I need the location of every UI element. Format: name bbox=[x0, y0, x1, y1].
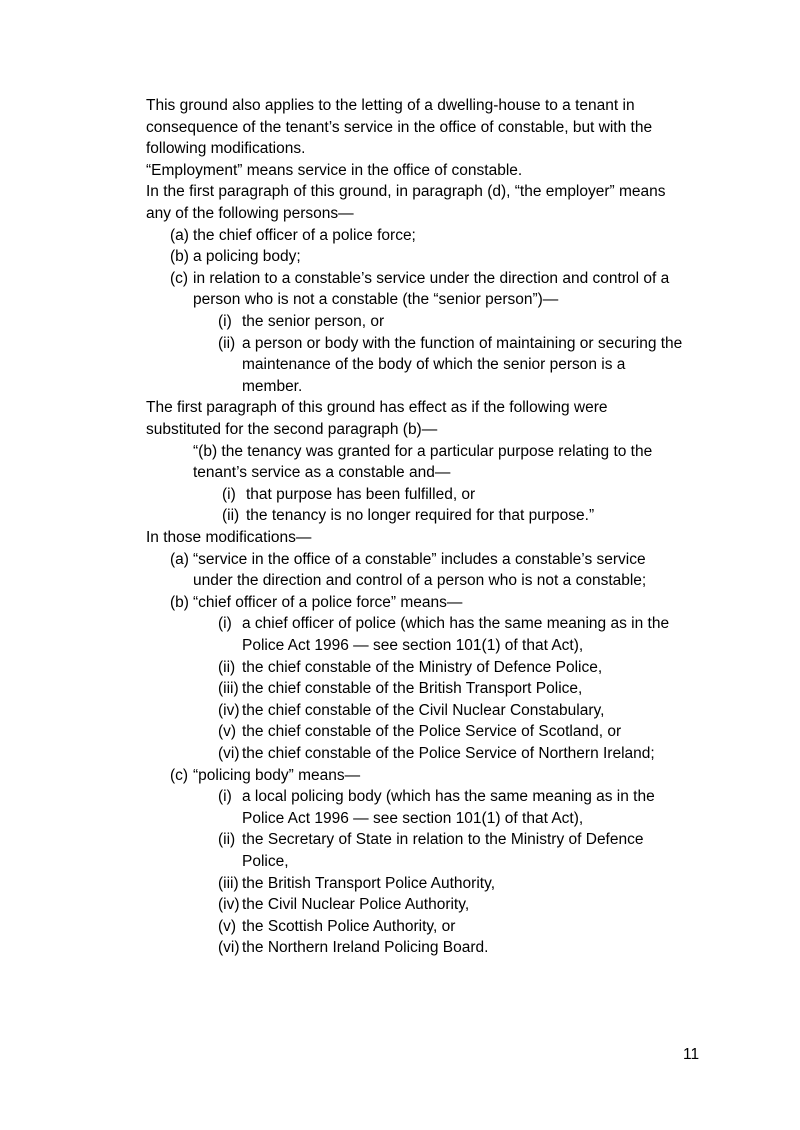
intro-line: This ground also applies to the letting of a dwelling-house to a tenant in bbox=[146, 97, 635, 114]
list-label: (iii) bbox=[218, 875, 239, 892]
intro-line: following modifications. bbox=[146, 140, 306, 157]
list-item-text: a local policing body (which has the same meaning as in the bbox=[242, 788, 655, 805]
list-item-text: the chief constable of the Police Service of Scotland, or bbox=[242, 723, 622, 740]
list-item-text: maintenance of the body of which the senior person is a bbox=[242, 356, 626, 373]
substituted-line: substituted for the second paragraph (b)— bbox=[146, 421, 438, 438]
list-label: (v) bbox=[218, 918, 237, 935]
list-item-text: Police Act 1996 — see section 101(1) of that Act), bbox=[242, 637, 584, 654]
first-paragraph-line: In the first paragraph of this ground, in paragraph (d), “the employer” means bbox=[146, 183, 666, 200]
list-label: (v) bbox=[218, 723, 237, 740]
list-item-text: “policing body” means— bbox=[193, 767, 361, 784]
list-label: (iv) bbox=[218, 702, 240, 719]
substituted-line: The first paragraph of this ground has effect as if the following were bbox=[146, 399, 608, 416]
list-item-text: the senior person, or bbox=[242, 313, 385, 330]
list-label: (c) bbox=[170, 270, 189, 287]
list-label: (a) bbox=[170, 227, 189, 244]
list-label: (i) bbox=[218, 313, 232, 330]
list-label: (vi) bbox=[218, 939, 240, 956]
intro-line: consequence of the tenant’s service in the office of constable, but with the bbox=[146, 119, 653, 136]
first-paragraph-line: any of the following persons— bbox=[146, 205, 354, 222]
list-item-text: “chief officer of a police force” means— bbox=[193, 594, 463, 611]
list-label: (a) bbox=[170, 551, 189, 568]
list-item-text: a person or body with the function of maintaining or securing the bbox=[242, 335, 683, 352]
list-label: (i) bbox=[222, 486, 236, 503]
list-item-text: the chief officer of a police force; bbox=[193, 227, 416, 244]
list-item-text: the chief constable of the British Transport Police, bbox=[242, 680, 583, 697]
list-item-text: Police, bbox=[242, 853, 289, 870]
list-item-text: the Secretary of State in relation to the Ministry of Defence bbox=[242, 831, 644, 848]
list-item-text: the chief constable of the Police Service of Northern Ireland; bbox=[242, 745, 655, 762]
quoted-text: “(b) the tenancy was granted for a particular purpose relating to the bbox=[193, 443, 653, 460]
list-item-text: the Northern Ireland Policing Board. bbox=[242, 939, 489, 956]
list-label: (ii) bbox=[218, 831, 236, 848]
list-item-text: the tenancy is no longer required for that purpose.” bbox=[246, 507, 595, 524]
list-label: (iv) bbox=[218, 896, 240, 913]
list-item-text: the British Transport Police Authority, bbox=[242, 875, 495, 892]
modifications-heading: In those modifications— bbox=[146, 529, 312, 546]
list-label: (ii) bbox=[218, 659, 236, 676]
list-item-text: a chief officer of police (which has the same meaning as in the bbox=[242, 615, 670, 632]
list-item-text: the chief constable of the Ministry of Defence Police, bbox=[242, 659, 603, 676]
list-item-text: that purpose has been fulfilled, or bbox=[246, 486, 476, 503]
list-item-text: the Scottish Police Authority, or bbox=[242, 918, 456, 935]
employment-definition: “Employment” means service in the office of constable. bbox=[146, 162, 523, 179]
list-label: (b) bbox=[170, 594, 189, 611]
list-label: (c) bbox=[170, 767, 189, 784]
page-number: 11 bbox=[683, 1046, 700, 1063]
list-item-text: person who is not a constable (the “senior person”)— bbox=[193, 291, 559, 308]
list-label: (i) bbox=[218, 788, 232, 805]
list-label: (vi) bbox=[218, 745, 240, 762]
list-item-text: under the direction and control of a person who is not a constable; bbox=[193, 572, 647, 589]
quoted-text: tenant’s service as a constable and— bbox=[193, 464, 451, 481]
list-item-text: “service in the office of a constable” includes a constable’s service bbox=[193, 551, 646, 568]
list-label: (b) bbox=[170, 248, 189, 265]
list-item-text: a policing body; bbox=[193, 248, 301, 265]
list-label: (ii) bbox=[218, 335, 236, 352]
list-item-text: in relation to a constable’s service under the direction and control of a bbox=[193, 270, 670, 287]
list-item-text: the chief constable of the Civil Nuclear Constabulary, bbox=[242, 702, 605, 719]
list-label: (i) bbox=[218, 615, 232, 632]
list-label: (ii) bbox=[222, 507, 240, 524]
list-label: (iii) bbox=[218, 680, 239, 697]
list-item-text: member. bbox=[242, 378, 303, 395]
list-item-text: Police Act 1996 — see section 101(1) of that Act), bbox=[242, 810, 584, 827]
list-item-text: the Civil Nuclear Police Authority, bbox=[242, 896, 470, 913]
